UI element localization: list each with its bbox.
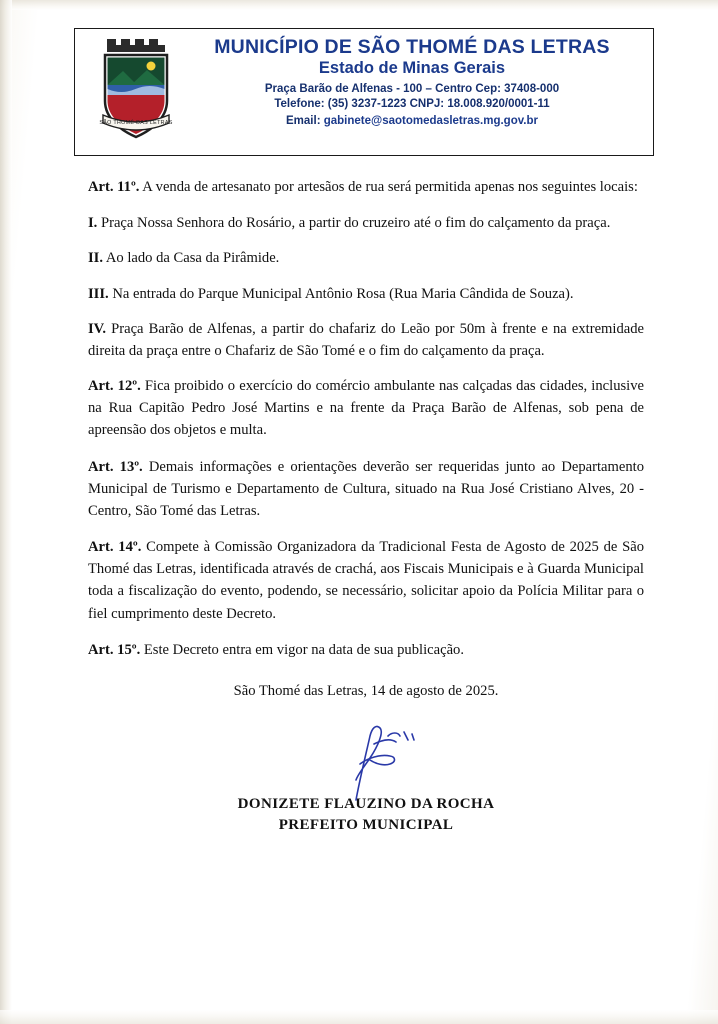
signatory-name: DONIZETE FLAUZINO DA ROCHA: [237, 795, 495, 812]
org-email: [187, 115, 637, 127]
article-15-text: Este Decreto entra em vigor na data de sua publicação.: [140, 641, 464, 658]
scan-edge-bottom: [0, 1010, 718, 1024]
org-email-address: gabinete@saotomedasletras.mg.gov.br: [323, 114, 538, 127]
org-title: MUNICÍPIO DE SÃO THOMÉ DAS LETRAS: [214, 36, 610, 58]
article-13-text: Demais informações e orientações deverão ser requeridas junto ao Departamento Municipal de Turismo e Departamento de Cultura, situado na Rua José Cristiano Alves, 20 - Centro, São Tomé das Letras.: [88, 458, 645, 519]
municipal-coat-of-arms-icon: [93, 37, 179, 148]
article-11: [88, 176, 644, 198]
article-12-text: Fica proibido o exercício do comércio ambulante nas calçadas das cidades, inclusive na Rua Capitão Pedro José Martins e na frente da Praça Barão de Alfenas, sob pena de apreensão dos objetos e multa.: [88, 378, 644, 439]
article-15-label: Art. 15º.: [88, 641, 141, 658]
crest-cell: [75, 29, 187, 155]
article-13: [88, 456, 644, 523]
article-15: [88, 639, 644, 661]
list-item-text: Praça Barão de Alfenas, a partir do chafariz do Leão por 50m à frente e na extremidade direita da praça entre o Chafariz de São Tomé e o fim do calçamento da praça.: [88, 320, 644, 359]
handwritten-signature-icon: [326, 720, 446, 806]
org-address: Praça Barão de Alfenas - 100 – Centro Cep: 37408-000: [264, 82, 560, 95]
list-item: [88, 318, 644, 362]
org-subtitle: Estado de Minas Gerais: [318, 59, 506, 78]
article-14: [88, 536, 644, 625]
article-14-label: Art. 14º.: [88, 539, 142, 556]
scan-edge-top: [0, 0, 718, 10]
list-item-numeral: IV.: [88, 320, 106, 337]
list-item-text: Na entrada do Parque Municipal Antônio Rosa (Rua Maria Cândida de Souza).: [108, 285, 574, 302]
list-item-text: Praça Nossa Senhora do Rosário, a partir do cruzeiro até o fim do calçamento da praça.: [97, 215, 611, 232]
org-email-label: Email:: [286, 114, 321, 127]
scan-edge-left: [0, 0, 12, 1024]
list-item: [88, 247, 644, 269]
article-14-text: Compete à Comissão Organizadora da Tradicional Festa de Agosto de 2025 de São Thomé das Letras, identificada através de crachá, aos Fiscais Municipais e à Guarda Municipal toda a fiscalização do evento, podendo, se necessário, solicitar apoio da Polícia Militar para o fiel cumprimento deste Decreto.: [88, 539, 645, 622]
document-body: [88, 176, 644, 834]
signature-block: [88, 796, 644, 834]
list-item-numeral: II.: [88, 250, 104, 267]
list-item-numeral: I.: [88, 215, 98, 232]
letterhead-text: [187, 29, 653, 155]
article-11-label: Art. 11º.: [88, 179, 140, 195]
article-11-text: A venda de artesanato por artesãos de rua será permitida apenas nos seguintes locais:: [139, 179, 638, 195]
org-phone-cnpj: Telefone: (35) 3237-1223 CNPJ: 18.008.920/0001-11: [274, 98, 550, 111]
article-12-label: Art. 12º.: [88, 378, 141, 395]
list-item-text: Ao lado da Casa da Pirâmide.: [103, 250, 280, 267]
list-item-numeral: III.: [88, 285, 109, 302]
signatory-role: PREFEITO MUNICIPAL: [278, 816, 454, 833]
letterhead: [74, 28, 654, 156]
list-item: [88, 212, 644, 234]
article-13-label: Art. 13º.: [88, 458, 143, 475]
article-12: [88, 375, 644, 442]
place-and-date: São Thomé das Letras, 14 de agosto de 2025.: [233, 682, 499, 699]
list-item: [88, 283, 644, 305]
svg-text:SÃO THOMÉ DAS LETRAS: SÃO THOMÉ DAS LETRAS: [99, 119, 173, 126]
